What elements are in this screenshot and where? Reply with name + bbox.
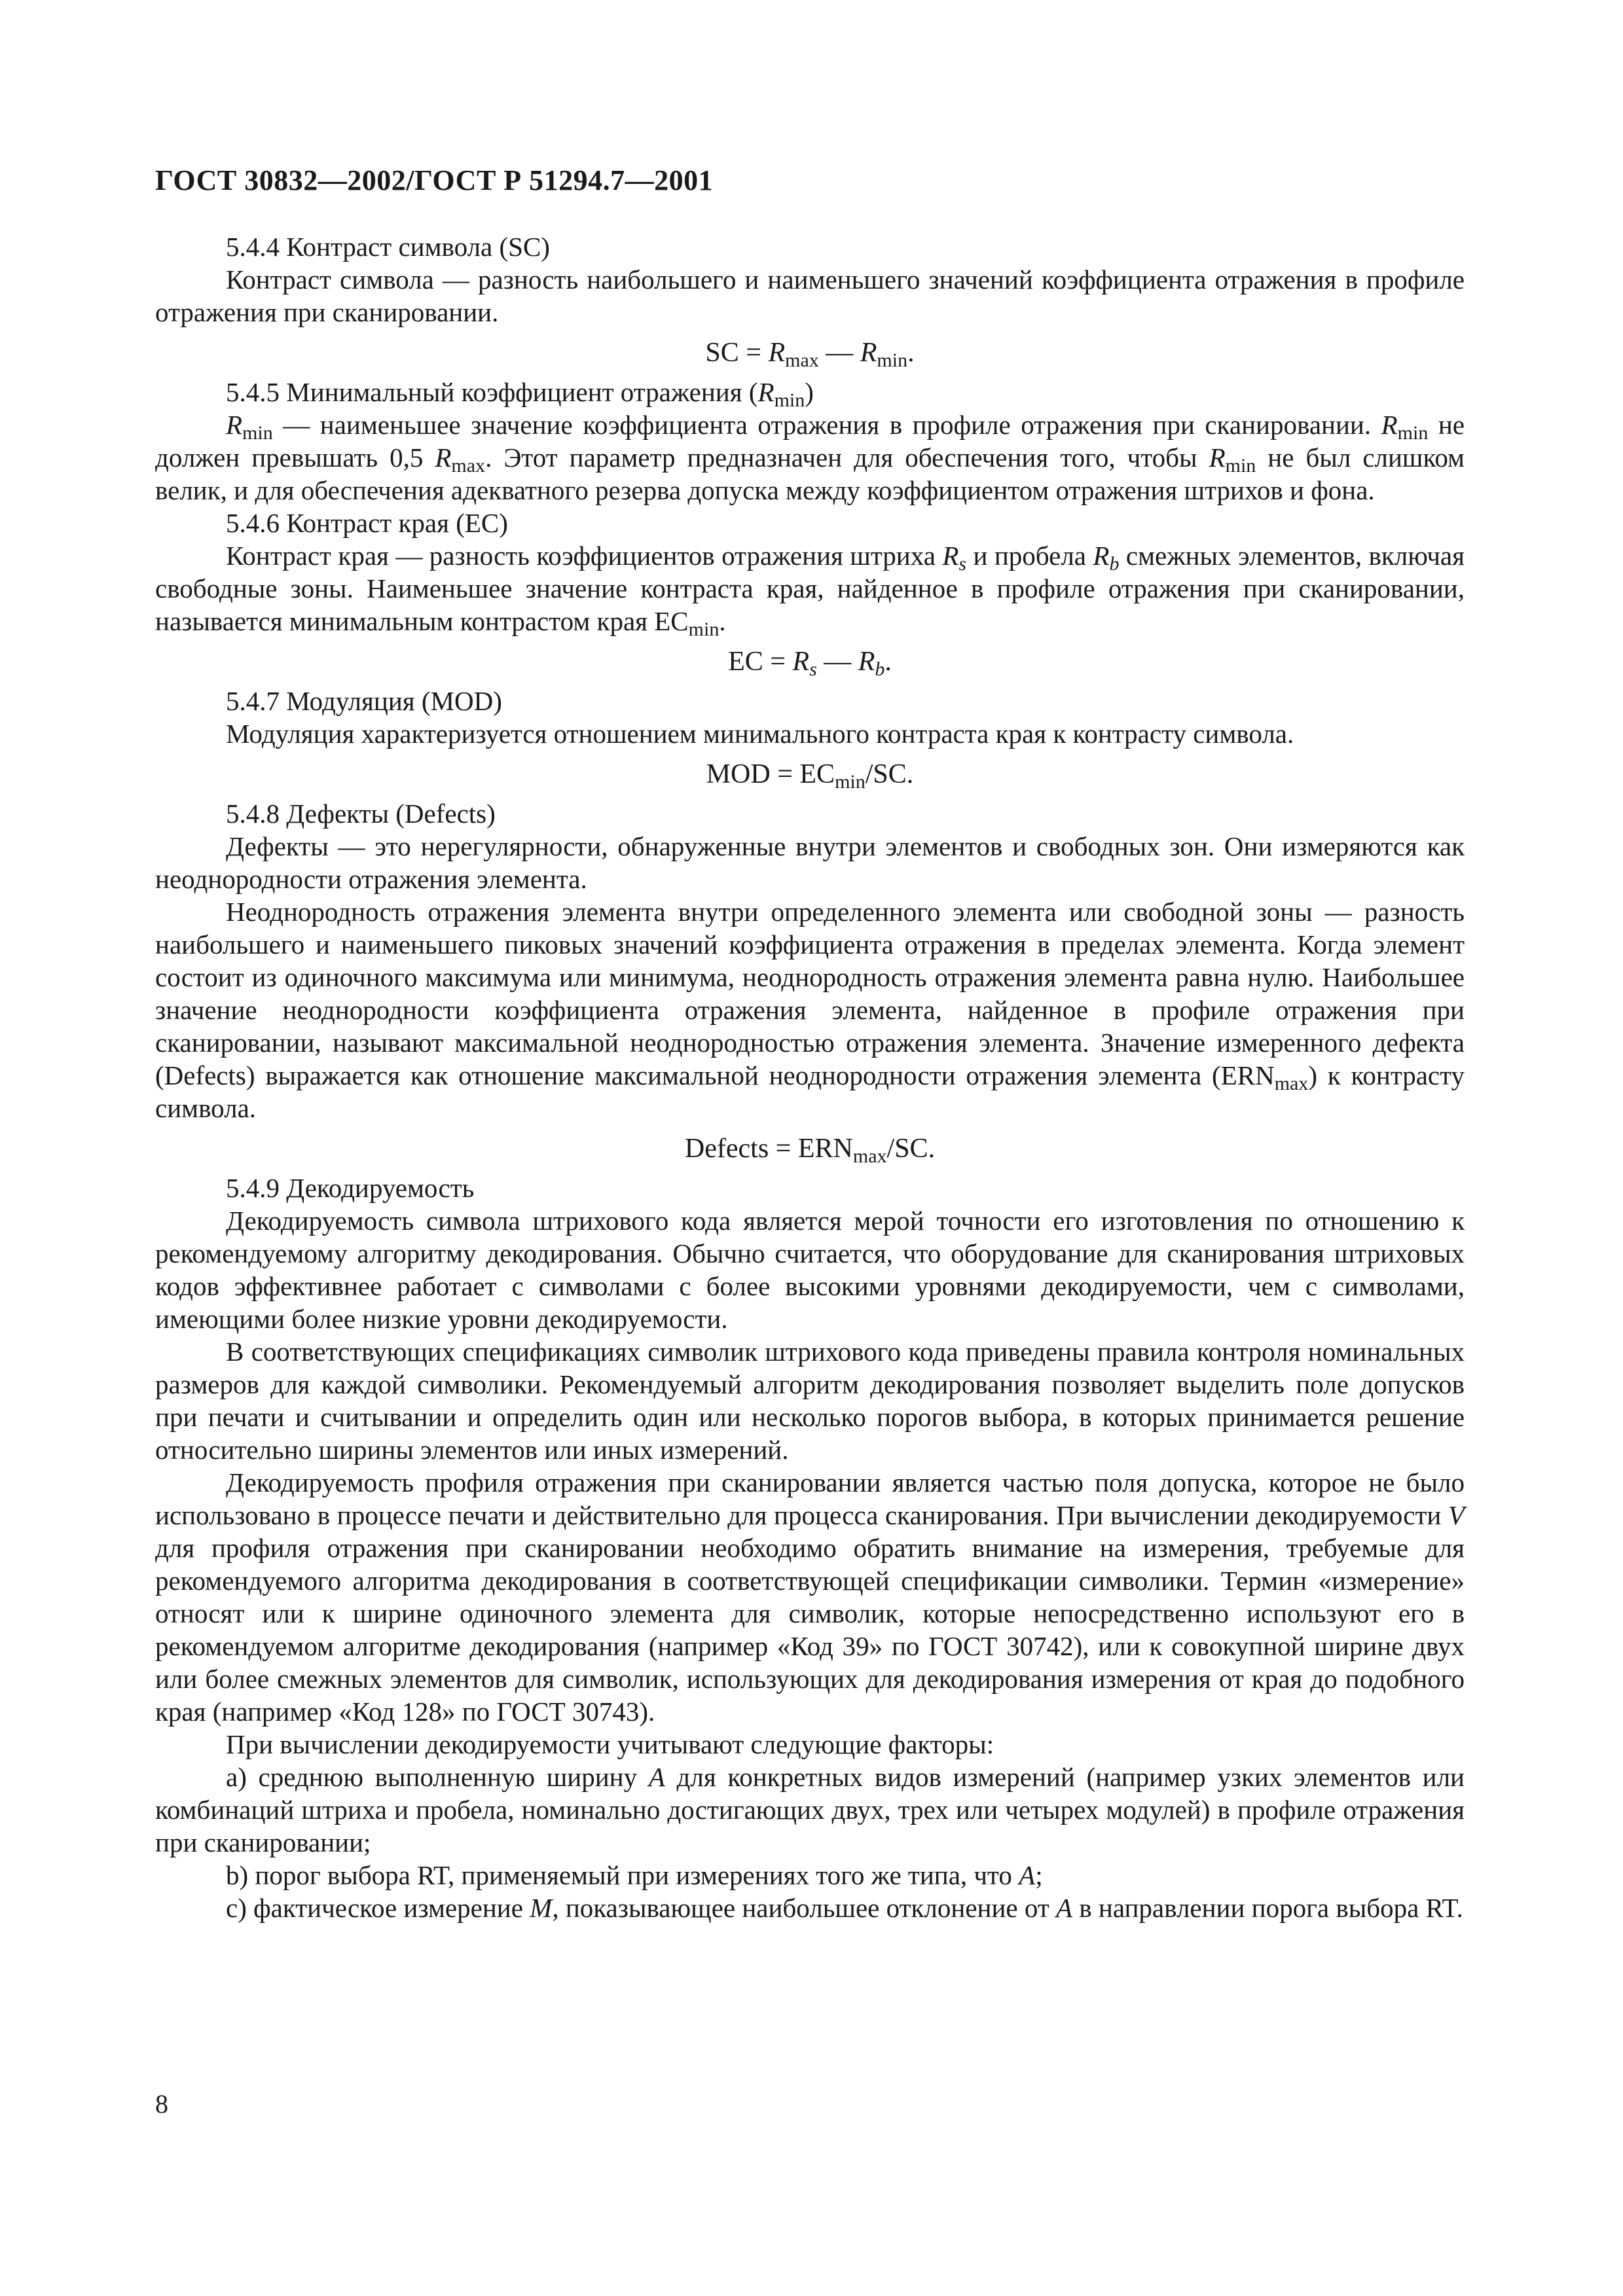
section-5-4-8-heading: 5.4.8 Дефекты (Defects) [226, 798, 496, 829]
formula-sc: SC = $R_{max}$ — $R_{min}$. [705, 338, 915, 371]
list-item-b: b) порог выбора RT, применяемый при измерениях того же типа, что A; [226, 1860, 1043, 1890]
formula-mod: MOD = $EC_{min}/SC$. [706, 759, 914, 793]
section-5-4-9-paragraph-4: При вычислении декодируемости учитывают следующие факторы: [226, 1729, 994, 1759]
formula-ec: EC = $R_s$ — $R_b$. [728, 647, 892, 680]
list-item-c: c) фактическое измерение M, показывающее наибольшее отклонение от A в направлении порога выбора RT. [226, 1893, 1463, 1923]
section-5-4-5-text: $R_{min}$ — наименьшее значение коэффициента отражения в профиле отражения при сканировании. $R_{min}$ не должен превышать 0,5 $R_{max}$. Этот параметр предназначен для обеспечения того, чтобы $R_{min}$ не был слишком велик, и для обеспечения адекватного резерва допуска между коэффициентом отражения штрихов и фона. [155, 410, 1465, 505]
section-5-4-8-paragraph-1: Дефекты — это нерегулярности, обнаруженные внутри элементов и свободных зон. Они измеряются как неоднородности отражения элемента. [155, 831, 1465, 894]
section-5-4-7-text: Модуляция характеризуется отношением минимального контраста края к контрасту символа. [226, 719, 1294, 749]
list-item-a: a) среднюю выполненную ширину A для конкретных видов измерений (например узких элементов или комбинаций штриха и пробела, номинально достигающих двух, трех или четырех модулей) в профиле отражения при сканировании; [155, 1762, 1465, 1857]
section-5-4-7-heading: 5.4.7 Модуляция (MOD) [226, 686, 502, 716]
section-5-4-9-paragraph-2: В соответствующих спецификациях символик штрихового кода приведены правила контроля номинальных размеров для каждой символики. Рекомендуемый алгоритм декодирования позволяет выделить поле допусков при печати и считывании и определить один или несколько порогов выбора, в которых принимается решение относительно ширины элементов или иных измерений. [155, 1336, 1465, 1465]
section-5-4-9-heading: 5.4.9 Декодируемость [226, 1173, 475, 1203]
section-5-4-9-paragraph-1: Декодируемость символа штрихового кода является мерой точности его изготовления по отношению к рекомендуемому алгоритму декодирования. Обычно считается, что оборудование для сканирования штриховых кодов эффективнее работает с символами с более высокими уровнями декодируемости, чем с символами, имеющими более низкие уровни декодируемости. [155, 1206, 1465, 1334]
section-5-4-4-text: Контраст символа — разность наибольшего и наименьшего значений коэффициента отражения в профиле отражения при сканировании. [155, 264, 1465, 327]
section-5-4-6-text: Контраст края — разность коэффициентов отражения штриха $R_s$ и пробела $R_b$ смежных элементов, включая свободные зоны. Наименьшее значение контраста края, найденное в профиле отражения при сканировании, называется минимальным контрастом края $EC_{min}$. [155, 541, 1465, 640]
formula-defects: Defects = $ERN_{max}/SC$. [684, 1134, 936, 1167]
section-5-4-5-heading: 5.4.5 Минимальный коэффициент отражения $(R_{min})$ [226, 377, 814, 411]
section-5-4-8-paragraph-2: Неоднородность отражения элемента внутри определенного элемента или свободной зоны — разность наибольшего и наименьшего пиковых значений коэффициента отражения в пределах элемента. Когда элемент состоит из одиночного максимума или минимума, неоднородность отражения элемента равна нулю. Наибольшее значение неоднородности коэффициента отражения элемента, найденное в профиле отражения при сканировании, называют максимальной неоднородностью отражения элемента. Значение измеренного дефекта (Defects) выражается как отношение максимальной неоднородности отражения элемента $(ERN_{max})$ к контрасту символа. [155, 897, 1465, 1123]
section-5-4-9-paragraph-3: Декодируемость профиля отражения при сканировании является частью поля допуска, которое не было использовано в процессе печати и действительно для процесса сканирования. При вычислении декодируемости V для профиля отражения при сканировании необходимо обратить внимание на измерения, требуемые для рекомендуемого алгоритма декодирования в соответствующей спецификации символики. Термин «измерение» относят или к ширине одиночного элемента для символик, которые непосредственно используют его в рекомендуемом алгоритме декодирования (например «Код 39» по ГОСТ 30742), или к совокупной ширине двух или более смежных элементов для символик, использующих для декодирования измерения от края до подобного края (например «Код 128» по ГОСТ 30743). [155, 1467, 1465, 1727]
document-page [155, 162, 1465, 1924]
section-5-4-6-heading: 5.4.6 Контраст края (EC) [226, 508, 508, 538]
page-number: 8 [155, 2089, 168, 2119]
section-5-4-4-heading: 5.4.4 Контраст символа (SC) [226, 232, 550, 262]
document-header: ГОСТ 30832—2002/ГОСТ Р 51294.7—2001 [155, 164, 714, 196]
